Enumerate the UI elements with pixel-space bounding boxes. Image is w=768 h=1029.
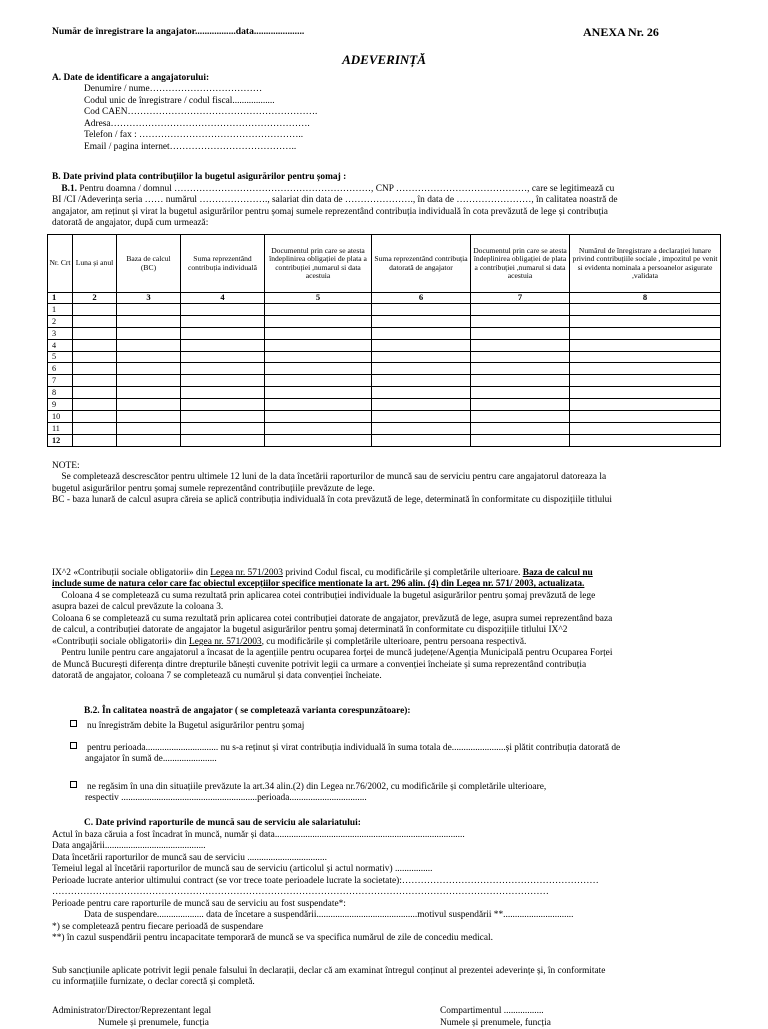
- prior-periods-continuation: ……………………………………………………………………………………………………………………………………………: [52, 887, 549, 898]
- col-number: 7: [471, 293, 570, 304]
- option-unpaid-line-1: pentru perioada............................... nu s-a reținut și virat contribuția individuală în suma totala de.......................și plătit contribuția datorată de: [87, 743, 621, 753]
- row-number: 5: [48, 351, 73, 363]
- row-number: 7: [48, 375, 73, 387]
- declaration-line-1: Sub sancțiunile aplicate potrivit legii penale falsului în declarații, declar că am examinat întregul conținut al prezentei adeverințe și, în conformitate: [52, 966, 606, 976]
- table-cell[interactable]: [117, 411, 181, 423]
- table-cell[interactable]: [372, 304, 471, 316]
- suspension-periods-line: Perioade pentru care raporturile de muncă sau de serviciu au fost suspendate*:: [52, 898, 346, 909]
- row-number: 10: [48, 411, 73, 423]
- employment-act-line: Actul în baza căruia a fost încadrat în muncă, număr și data.................................................................................: [52, 830, 465, 840]
- employer-caen-field: Cod CAEN…………………………………………………….: [84, 107, 318, 118]
- row-number: 3: [48, 327, 73, 339]
- table-cell[interactable]: [181, 351, 265, 363]
- section-b1-text: [52, 184, 720, 230]
- table-cell[interactable]: [117, 434, 181, 446]
- table-cell[interactable]: [471, 339, 570, 351]
- table-cell[interactable]: [181, 411, 265, 423]
- c2-line-2: asupra bazei de calcul prevăzute la coloana 3.: [52, 602, 224, 613]
- suspension-details-line: Data de suspendare.................... data de încetare a suspendării...........................................motivul suspendării **..............................: [84, 910, 574, 921]
- checkbox-icon[interactable]: [70, 742, 77, 749]
- termination-date-line: Data încetării raporturilor de muncă sau de serviciu ..................................: [52, 852, 327, 863]
- table-cell[interactable]: [372, 399, 471, 411]
- table-cell[interactable]: [471, 363, 570, 375]
- table-cell[interactable]: [73, 315, 117, 327]
- c3-line-3-a: «Contribuții sociale obligatorii» din: [52, 636, 189, 647]
- table-cell[interactable]: [265, 422, 372, 434]
- table-cell[interactable]: [471, 422, 570, 434]
- col-number: 5: [265, 293, 372, 304]
- table-row: [48, 339, 721, 351]
- table-cell[interactable]: [471, 327, 570, 339]
- table-cell[interactable]: [117, 327, 181, 339]
- note-1-line-2: bugetul asigurărilor pentru șomaj sumele reprezentând contribuțiile prevăzute de lege.: [52, 483, 375, 494]
- c2-line-1: Coloana 4 se completează cu suma rezultată prin aplicarea cotei contribuției individuale la bugetul asigurărilor pentru șomaj prevăzută de lege: [61, 590, 596, 601]
- table-cell[interactable]: [265, 351, 372, 363]
- col-number: 2: [73, 293, 117, 304]
- col-header: Suma reprezentând contribuția individuală: [181, 235, 265, 293]
- section-b2-heading: B.2. În calitatea noastră de angajator ( se completează varianta corespunzătoare):: [84, 706, 411, 716]
- c3-line-2: de calcul, a contribuției datorate de angajator la bugetul asigurărilor pentru șomaj determinată în conformitate cu dispozițiile titlului IX^2: [52, 625, 568, 636]
- b1-line-3: angajator, am reținut și virat la bugetul asigurărilor pentru șomaj sumele reprezentând contribuția individuală în cota prevăzută de lege și contribuția: [52, 206, 608, 217]
- hire-date-line: Data angajării...........................................: [52, 841, 206, 852]
- table-cell[interactable]: [265, 363, 372, 375]
- col-header: Nr. Crt: [48, 235, 73, 293]
- table-cell[interactable]: [73, 411, 117, 423]
- c3-line-1: Coloana 6 se completează cu suma rezultată prin aplicarea cotei contribuției datorate de angajator, prevăzută de lege, asupra sumei reprezentând baza: [52, 613, 613, 624]
- table-cell[interactable]: [372, 315, 471, 327]
- table-cell[interactable]: [181, 363, 265, 375]
- table-cell[interactable]: [570, 434, 721, 446]
- c1-bold-a: Baza de calcul nu: [522, 568, 593, 578]
- b1-line-2: BI /CI /Adeverința seria …… numărul …………………., salariat din data de …………………., în data de ……………………, în calitatea noastră de: [52, 195, 618, 206]
- table-cell[interactable]: [181, 315, 265, 327]
- table-cell[interactable]: [181, 387, 265, 399]
- table-cell[interactable]: [570, 339, 721, 351]
- col-number: 6: [372, 293, 471, 304]
- prior-periods-line: Perioade lucrate anterior ultimului contract (se vor trece toate perioadele lucrate la societate):………………………………………………………: [52, 875, 599, 886]
- table-cell[interactable]: [372, 327, 471, 339]
- option-no-debts[interactable]: [70, 720, 304, 732]
- table-cell[interactable]: [181, 434, 265, 446]
- col-header: Numărul de înregistrare a declarației lunare privind contribuțiile sociale , impozitul pe venit si evidenta nominala a persoanelor asigurate ,validata: [570, 235, 721, 293]
- table-cell[interactable]: [265, 327, 372, 339]
- table-row: [48, 434, 721, 446]
- table-cell[interactable]: [265, 339, 372, 351]
- table-cell[interactable]: [372, 351, 471, 363]
- col-number: 1: [48, 293, 73, 304]
- law-link[interactable]: Legea nr. 571/2003: [210, 568, 283, 578]
- col-header: Baza de calcul (BC): [117, 235, 181, 293]
- table-cell[interactable]: [372, 387, 471, 399]
- law-link[interactable]: Legea nr. 571/2003: [188, 636, 262, 647]
- table-cell[interactable]: [73, 434, 117, 446]
- row-number: 9: [48, 399, 73, 411]
- table-cell[interactable]: [570, 387, 721, 399]
- checkbox-icon[interactable]: [70, 720, 77, 727]
- table-cell[interactable]: [73, 351, 117, 363]
- employer-email-field: Email / pagina internet…………………………………..: [84, 141, 297, 152]
- b1-label: B.1.: [61, 184, 78, 194]
- notes-block: [52, 461, 720, 507]
- table-row: [48, 387, 721, 399]
- signature-right-name: Numele și prenumele, funcția: [440, 1018, 551, 1028]
- table-cell[interactable]: [117, 399, 181, 411]
- table-cell[interactable]: [117, 304, 181, 316]
- declaration-block: [52, 966, 720, 989]
- row-number: 6: [48, 363, 73, 375]
- table-cell[interactable]: [265, 434, 372, 446]
- c3-line-3-b: , cu modificările și completările ulterioare, pentru persoana respectivă.: [261, 636, 527, 647]
- column-number-row: [48, 293, 721, 304]
- employer-phone-field: Telefon / fax : ……………………………………………..: [84, 130, 304, 141]
- table-cell[interactable]: [181, 422, 265, 434]
- table-cell[interactable]: [471, 351, 570, 363]
- col-header: Documentul prin care se atesta îndeplinirea obligației de plata a contribuției ,numarul si data acestuia: [471, 235, 570, 293]
- table-cell[interactable]: [570, 304, 721, 316]
- table-cell[interactable]: [471, 304, 570, 316]
- table-cell[interactable]: [372, 422, 471, 434]
- table-cell[interactable]: [73, 339, 117, 351]
- table-cell[interactable]: [570, 363, 721, 375]
- table-cell[interactable]: [265, 304, 372, 316]
- registration-number-line: Număr de înregistrare la angajator.................data.....................: [52, 26, 305, 37]
- table-cell[interactable]: [372, 363, 471, 375]
- table-cell[interactable]: [117, 339, 181, 351]
- table-cell[interactable]: [181, 399, 265, 411]
- option-art34-line-2: respectiv ..........................................................perioada.................................: [85, 793, 367, 804]
- employer-fiscal-code-field: Codul unic de înregistrare / codul fiscal..................: [84, 95, 275, 106]
- option-art34-situation[interactable]: [70, 781, 720, 805]
- table-cell[interactable]: [73, 422, 117, 434]
- table-cell[interactable]: [570, 327, 721, 339]
- col-header: Suma reprezentând contribuția datorată de angajator: [372, 235, 471, 293]
- employer-name-field: Denumire / nume………………………………: [84, 84, 263, 94]
- signature-left-name: Numele și prenumele, funcția: [98, 1018, 209, 1028]
- section-b-heading: B. Date privind plata contribuțiilor la bugetul asigurărilor pentru șomaj :: [52, 172, 347, 182]
- table-cell[interactable]: [181, 304, 265, 316]
- continuation-block: [52, 568, 720, 683]
- c4-line-2: de Muncă București diferența dintre drepturile bănești cuvenite potrivit legii ca urmare a convenției încheiate și suma reprezentând contribuția: [52, 659, 587, 670]
- table-cell[interactable]: [73, 304, 117, 316]
- table-cell[interactable]: [570, 411, 721, 423]
- employer-id-fields: [84, 84, 317, 154]
- table-cell[interactable]: [570, 315, 721, 327]
- table-cell[interactable]: [570, 375, 721, 387]
- b1-line-4: datorată de angajator, după cum urmează:: [52, 218, 209, 229]
- table-row: [48, 375, 721, 387]
- table-cell[interactable]: [117, 387, 181, 399]
- table-cell[interactable]: [570, 351, 721, 363]
- table-cell[interactable]: [471, 387, 570, 399]
- declaration-line-2: cu informațiile furnizate, o declar corectă și completă.: [52, 977, 255, 988]
- table-cell[interactable]: [372, 375, 471, 387]
- table-cell[interactable]: [117, 422, 181, 434]
- document-title: ADEVERINȚĂ: [342, 52, 426, 67]
- table-cell[interactable]: [372, 339, 471, 351]
- employer-address-field: Adresa……………………………………………………….: [84, 118, 310, 129]
- table-cell[interactable]: [181, 339, 265, 351]
- section-a-heading: A. Date de identificare a angajatorului:: [52, 73, 210, 83]
- annex-label: ANEXA Nr. 26: [583, 25, 659, 39]
- option-art34-line-1: ne regăsim în una din situațiile prevăzute la art.34 alin.(2) din Legea nr.76/2002, cu modificările și completările ulterioare,: [87, 782, 547, 792]
- table-row: [48, 304, 721, 316]
- c4-line-3: datorată de angajator, coloana 7 se completează cu numărul și data convenției încheiate.: [52, 671, 382, 682]
- contributions-table: [47, 234, 721, 447]
- table-cell[interactable]: [471, 434, 570, 446]
- notes-label: NOTE:: [52, 461, 80, 471]
- signature-left: Administrator/Director/Reprezentant legal: [52, 1006, 212, 1016]
- table-cell[interactable]: [73, 375, 117, 387]
- table-cell[interactable]: [570, 422, 721, 434]
- table-cell[interactable]: [265, 387, 372, 399]
- table-cell[interactable]: [372, 411, 471, 423]
- table-cell[interactable]: [73, 387, 117, 399]
- row-number: 12: [48, 434, 73, 446]
- note-2: BC - baza lunară de calcul asupra căreia se aplică contribuția individuală în cota prevăzută de lege, determinată în conformitate cu dispozițiile titlului: [52, 495, 612, 506]
- table-cell[interactable]: [471, 375, 570, 387]
- table-cell[interactable]: [117, 363, 181, 375]
- table-cell[interactable]: [372, 434, 471, 446]
- table-cell[interactable]: [117, 375, 181, 387]
- c1-text-b: privind Codul fiscal, cu modificările și completările ulterioare.: [282, 568, 523, 578]
- table-cell[interactable]: [181, 327, 265, 339]
- table-cell[interactable]: [265, 375, 372, 387]
- table-cell[interactable]: [73, 363, 117, 375]
- c4-line-1: Pentru lunile pentru care angajatorul a încasat de la agențiile pentru ocuparea forței de muncă județene/Agenția Municipală pentru Ocuparea Forței: [61, 648, 613, 659]
- table-cell[interactable]: [265, 315, 372, 327]
- row-number: 1: [48, 304, 73, 316]
- table-row: [48, 351, 721, 363]
- table-cell[interactable]: [265, 411, 372, 423]
- table-body: [48, 304, 721, 447]
- table-row: [48, 422, 721, 434]
- table-cell[interactable]: [471, 411, 570, 423]
- table-cell[interactable]: [265, 399, 372, 411]
- table-cell[interactable]: [471, 399, 570, 411]
- row-number: 2: [48, 315, 73, 327]
- option-unpaid-line-2: angajator în sumă de.......................: [85, 754, 217, 765]
- col-number: 8: [570, 293, 721, 304]
- col-header: Documentul prin care se atesta îndeplinirea obligației de plata a contribuției ,numarul si data acestuia: [265, 235, 372, 293]
- b1-line-1: Pentru doamna / domnul ………………………………………………………, CNP ……………………………………, care se legitimează cu: [79, 184, 615, 194]
- row-number: 8: [48, 387, 73, 399]
- table-row: [48, 411, 721, 423]
- footnote-2: **) în cazul suspendării pentru incapacitate temporară de muncă se va specifica numărul de zile de concediu medical.: [52, 933, 493, 944]
- footnote-1: *) se completează pentru fiecare perioadă de suspendare: [52, 921, 264, 932]
- table-cell[interactable]: [117, 351, 181, 363]
- row-number: 4: [48, 339, 73, 351]
- col-header: Luna și anul: [73, 235, 117, 293]
- note-1-line-1: Se completează descrescător pentru ultimele 12 luni de la data încetării raporturilor de muncă sau de serviciu pentru care angajatorul datoreaza la: [61, 472, 607, 483]
- legal-basis-line: Temeiul legal al încetării raporturilor de muncă sau de serviciu (articolul și actul normativ) ................: [52, 864, 433, 875]
- section-c-block: [52, 830, 720, 945]
- table-row: [48, 363, 721, 375]
- table-cell[interactable]: [73, 327, 117, 339]
- section-c-heading: C. Date privind raporturile de muncă sau de serviciu ale salariatului:: [84, 818, 361, 828]
- c1-bold-line-2: include sume de natura celor care fac obiectul excepțiilor specifice mentionate la art. 296 alin. (4) din Legea nr. 571/ 2003, actualizata.: [52, 579, 585, 590]
- c1-text-a: IX^2 «Contribuții sociale obligatorii» din: [52, 568, 211, 578]
- col-number: 3: [117, 293, 181, 304]
- row-number: 11: [48, 422, 73, 434]
- table-cell[interactable]: [181, 375, 265, 387]
- table-cell[interactable]: [117, 315, 181, 327]
- table-cell[interactable]: [570, 399, 721, 411]
- table-row: [48, 399, 721, 411]
- table-header-row: [48, 235, 721, 293]
- table-cell[interactable]: [471, 315, 570, 327]
- checkbox-icon[interactable]: [70, 781, 77, 788]
- col-number: 4: [181, 293, 265, 304]
- option-unpaid-period[interactable]: [70, 742, 720, 766]
- table-row: [48, 315, 721, 327]
- signature-right: Compartimentul .................: [440, 1006, 544, 1016]
- option-no-debts-label: nu înregistrăm debite la Bugetul asigurărilor pentru șomaj: [87, 721, 305, 731]
- table-row: [48, 327, 721, 339]
- table-cell[interactable]: [73, 399, 117, 411]
